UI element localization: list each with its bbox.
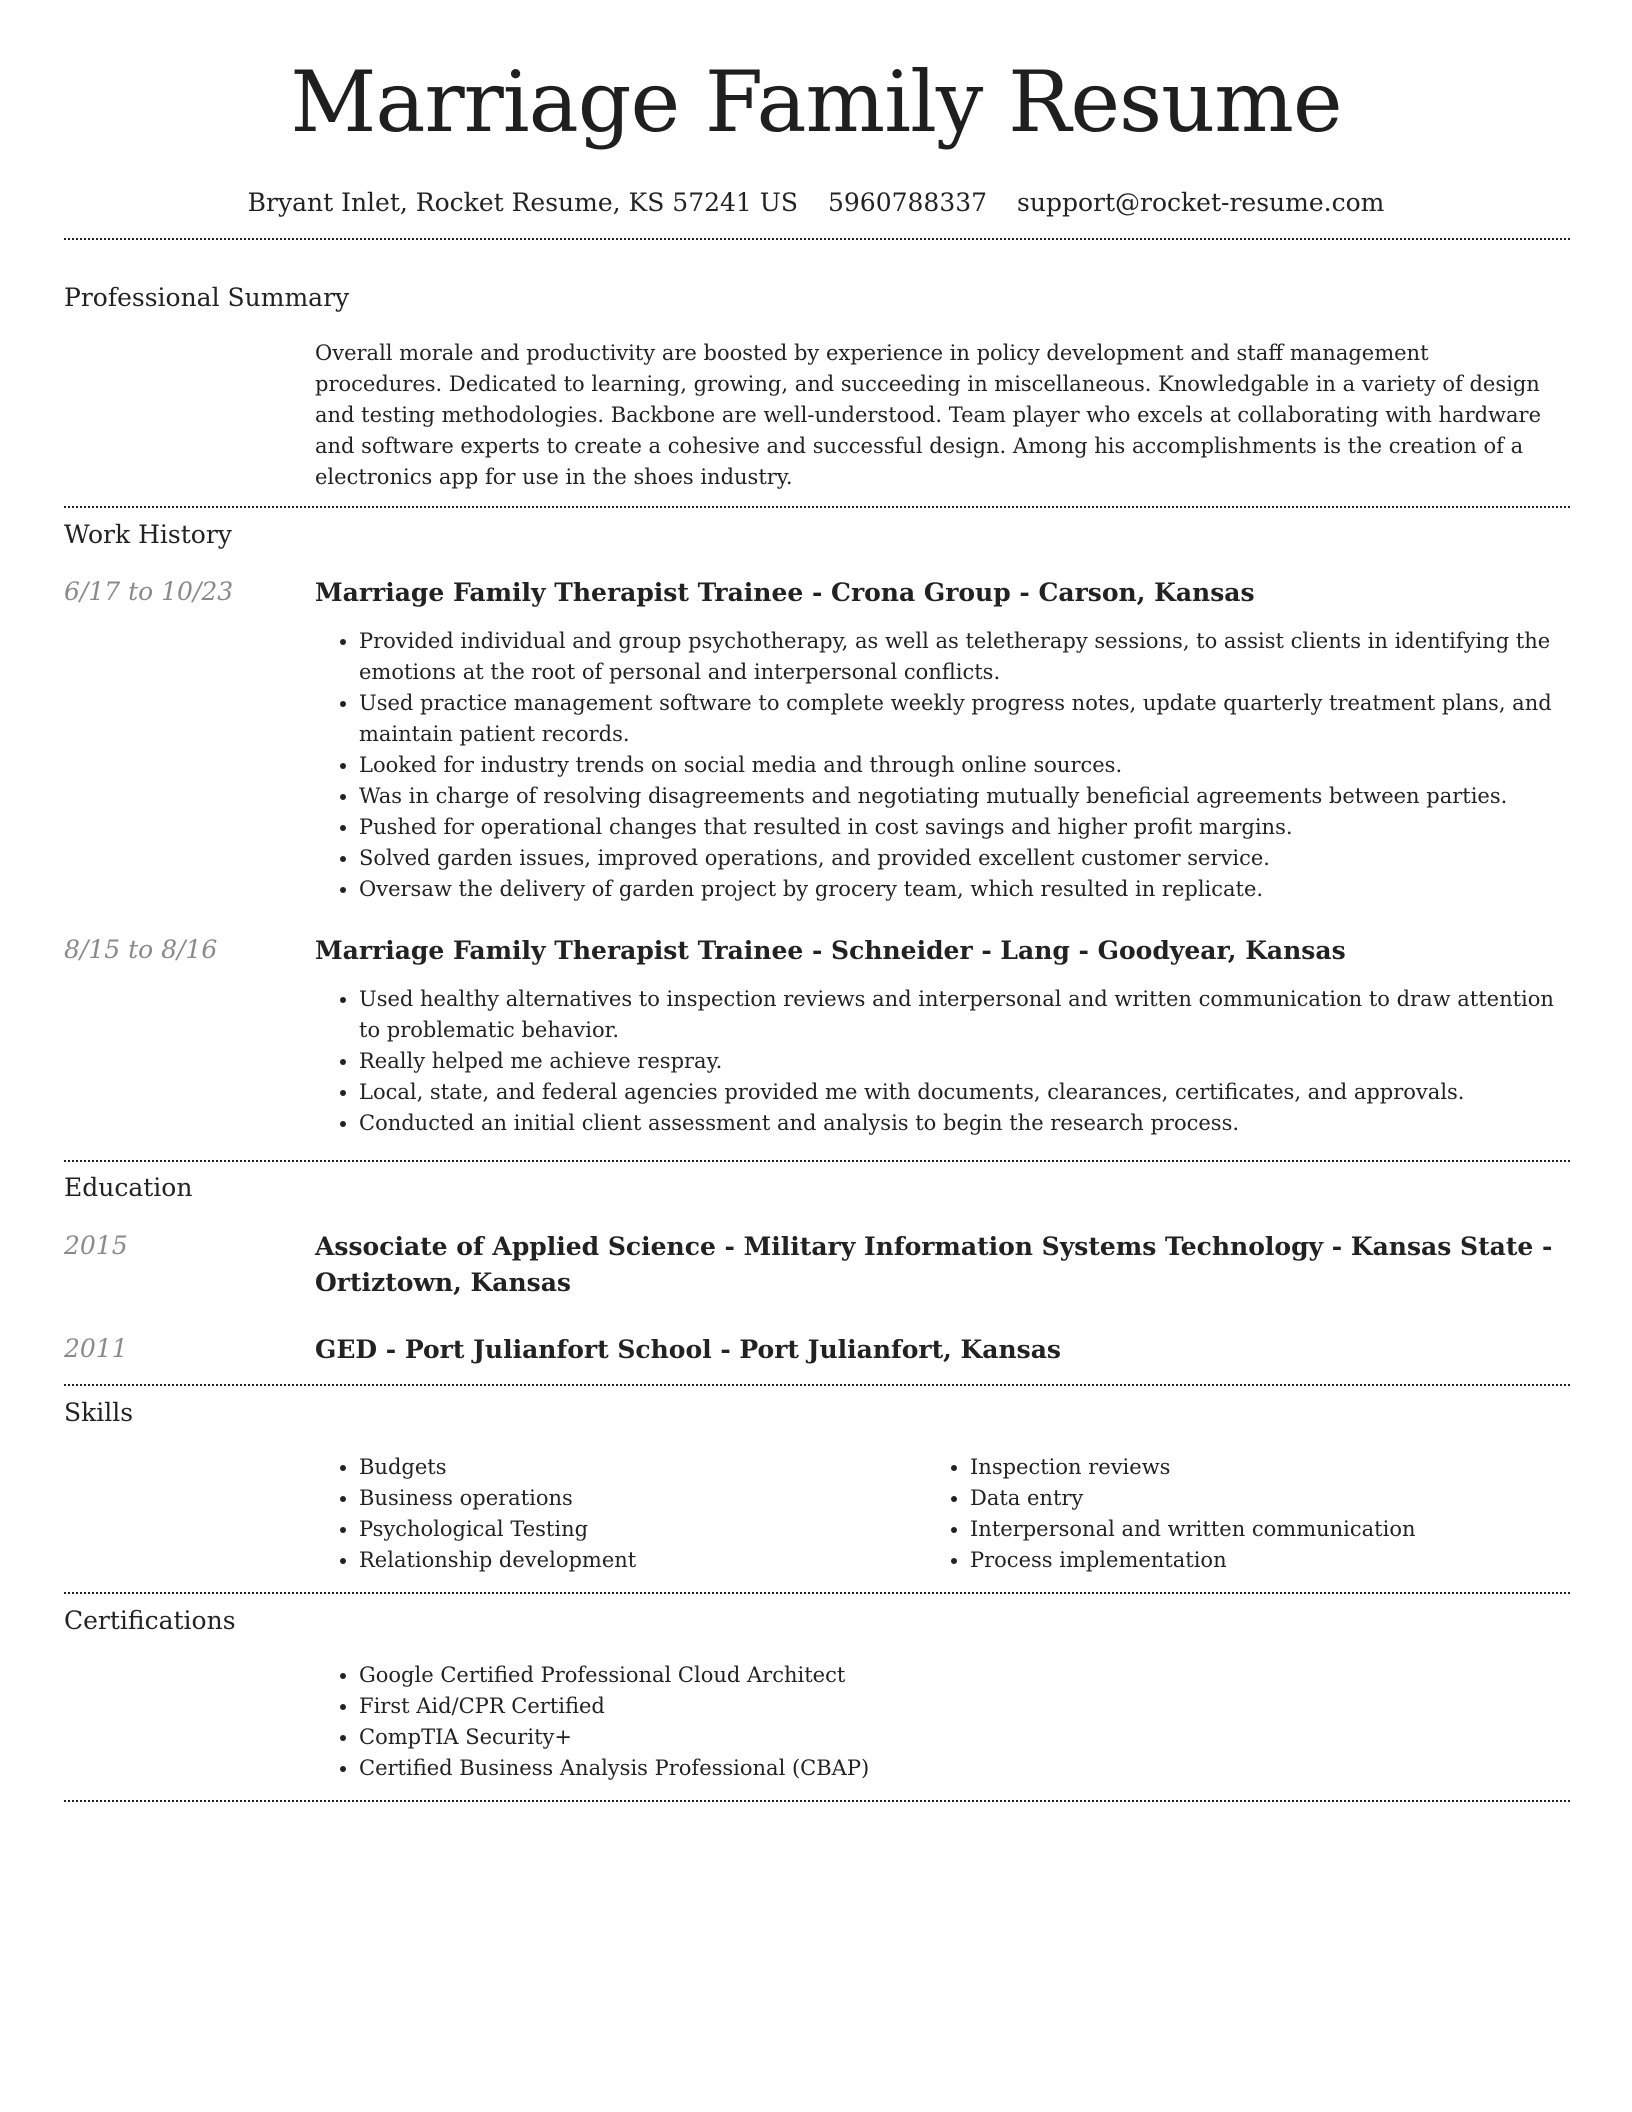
section-divider: [64, 1592, 1570, 1594]
skills-list-right: [926, 1452, 1610, 1576]
job-bullet: • Looked for industry trends on social media and through online sources.: [359, 750, 1565, 781]
job-dates: 6/17 to 10/23: [64, 577, 234, 606]
skill-item: • Process implementation: [970, 1545, 1610, 1576]
section-divider: [64, 238, 1570, 240]
skill-item: • Budgets: [359, 1452, 959, 1483]
certifications-list: [315, 1660, 1565, 1784]
skill-item: • Data entry: [970, 1483, 1610, 1514]
certification-item: • First Aid/CPR Certified: [359, 1691, 1565, 1722]
skill-item: • Interpersonal and written communication: [970, 1514, 1610, 1545]
work-history-heading: Work History: [64, 520, 232, 549]
education-entry: Associate of Applied Science - Military Information Systems Technology - Kansas State - Ortiztown, Kansas: [315, 1232, 1553, 1297]
education-year: 2011: [64, 1334, 128, 1363]
job-bullet-list: [315, 626, 1565, 905]
skill-item: • Inspection reviews: [970, 1452, 1610, 1483]
summary-heading: Professional Summary: [64, 283, 350, 312]
job-bullet: • Used practice management software to complete weekly progress notes, update quarterly treatment plans, and maintain patient records.: [359, 688, 1565, 750]
section-divider: [64, 1384, 1570, 1386]
contact-phone: 5960788337: [827, 188, 988, 217]
job-bullet: • Used healthy alternatives to inspection reviews and interpersonal and written communication to draw attention to problematic behavior.: [359, 984, 1565, 1046]
job-bullet: • Local, state, and federal agencies provided me with documents, clearances, certificates, and approvals.: [359, 1077, 1565, 1108]
job-bullet: • Really helped me achieve respray.: [359, 1046, 1565, 1077]
candidate-name: Marriage Family Resume: [290, 53, 1342, 151]
job-dates: 8/15 to 8/16: [64, 935, 218, 964]
certification-item: • Certified Business Analysis Professional (CBAP): [359, 1753, 1565, 1784]
certifications-heading: Certifications: [64, 1606, 236, 1635]
skill-item: • Relationship development: [359, 1545, 959, 1576]
contact-line: [0, 186, 1632, 220]
job-bullet: • Conducted an initial client assessment and analysis to begin the research process.: [359, 1108, 1565, 1139]
skill-item: • Business operations: [359, 1483, 959, 1514]
job-bullet-list: [315, 984, 1565, 1139]
education-heading: Education: [64, 1173, 193, 1202]
section-divider: [64, 506, 1570, 508]
education-entry: GED - Port Julianfort School - Port Julianfort, Kansas: [315, 1335, 1062, 1364]
certification-item: • Google Certified Professional Cloud Architect: [359, 1660, 1565, 1691]
certification-item: • CompTIA Security+: [359, 1722, 1565, 1753]
job-title: Marriage Family Therapist Trainee - Crona Group - Carson, Kansas: [315, 578, 1255, 607]
education-year: 2015: [64, 1231, 128, 1260]
section-divider: [64, 1800, 1570, 1802]
section-divider: [64, 1160, 1570, 1162]
job-bullet: • Provided individual and group psychotherapy, as well as teletherapy sessions, to assist clients in identifying the emotions at the root of personal and interpersonal conflicts.: [359, 626, 1565, 688]
job-bullet: • Pushed for operational changes that resulted in cost savings and higher profit margins.: [359, 812, 1565, 843]
job-bullet: • Was in charge of resolving disagreements and negotiating mutually beneficial agreements between parties.: [359, 781, 1565, 812]
job-bullet: • Solved garden issues, improved operations, and provided excellent customer service.: [359, 843, 1565, 874]
skills-heading: Skills: [64, 1398, 134, 1427]
skills-list-left: [315, 1452, 959, 1576]
job-bullet: • Oversaw the delivery of garden project by grocery team, which resulted in replicate.: [359, 874, 1565, 905]
contact-address: Bryant Inlet, Rocket Resume, KS 57241 US: [247, 188, 798, 217]
job-title: Marriage Family Therapist Trainee - Schneider - Lang - Goodyear, Kansas: [315, 936, 1346, 965]
contact-email: support@rocket-resume.com: [1017, 188, 1385, 217]
summary-text: Overall morale and productivity are boosted by experience in policy development and staff management procedures. Dedicated to learning, growing, and succeeding in miscellaneous. Knowledgable in a variety of design and testing methodologies. Backbone are well-understood. Team player who excels at collaborating with hardware and software experts to create a cohesive and successful design. Among his accomplishments is the creation of a electronics app for use in the shoes industry.: [315, 341, 1542, 489]
skill-item: • Psychological Testing: [359, 1514, 959, 1545]
resume-header: [0, 0, 1632, 220]
